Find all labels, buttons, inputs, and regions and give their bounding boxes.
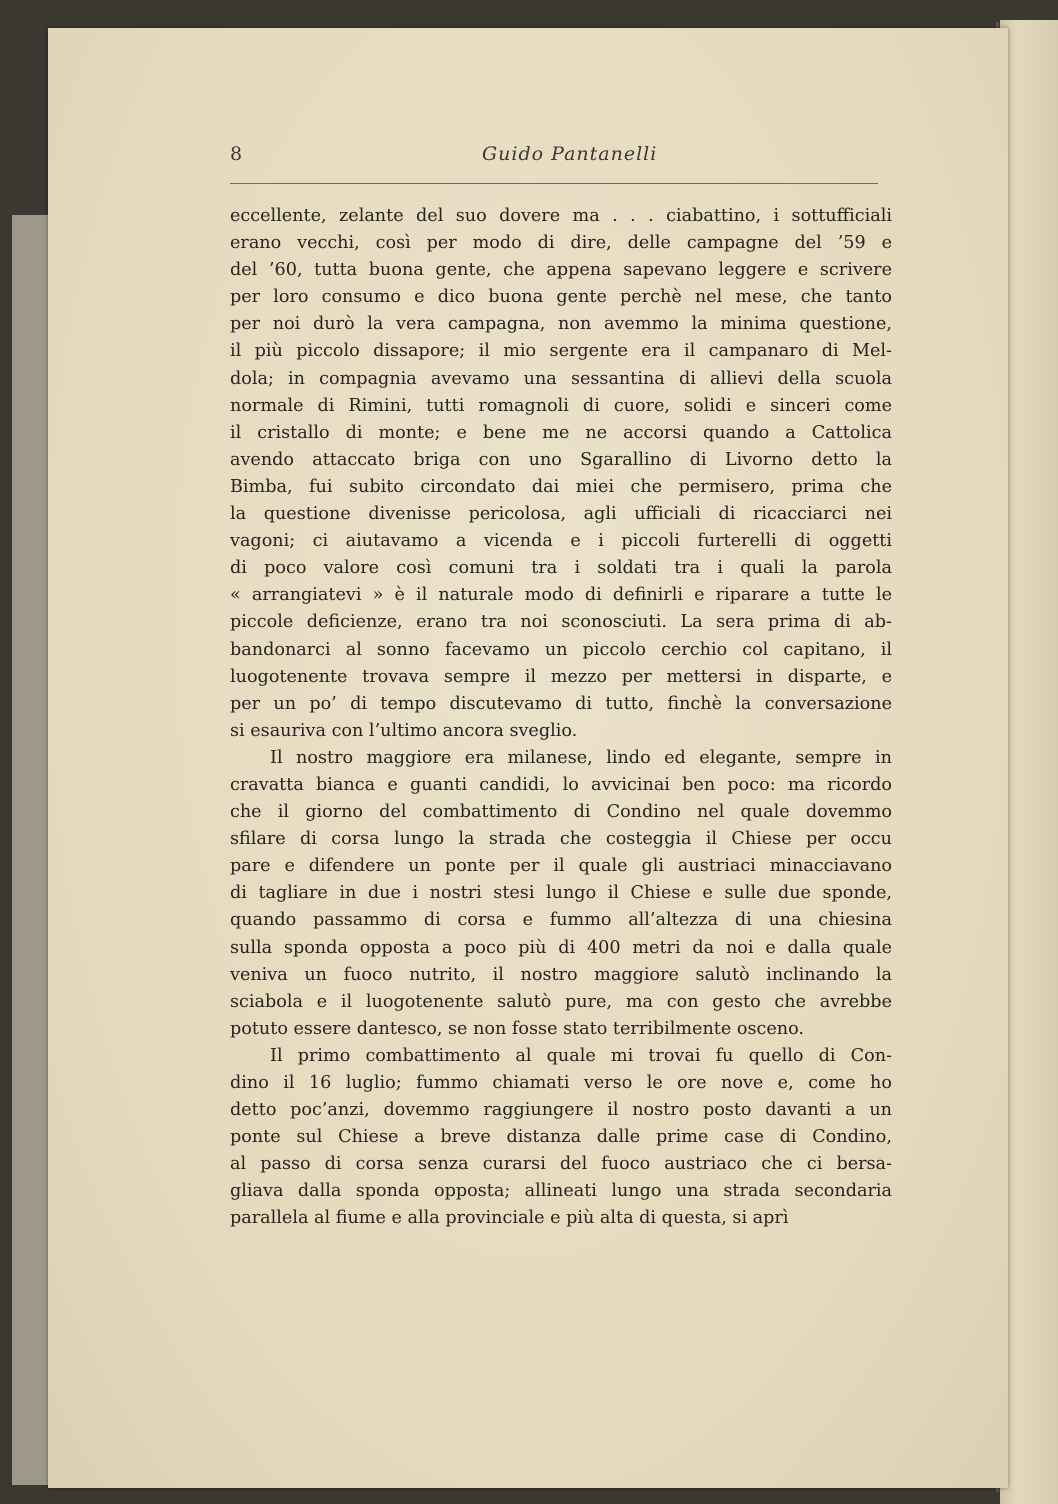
- body-text: [230, 203, 892, 1233]
- paragraph: [230, 745, 892, 1043]
- text-line: gliava dalla sponda opposta; allineati lungo una strada secondaria: [230, 1181, 892, 1202]
- text-line: di poco valore così comuni tra i soldati tra i quali la parola: [230, 558, 892, 579]
- text-line: erano vecchi, così per modo di dire, delle campagne del ’59 e: [230, 233, 892, 254]
- text-line: luogotenente trovava sempre il mezzo per mettersi in disparte, e: [230, 666, 892, 687]
- text-line: piccole deficienze, erano tra noi sconosciuti. La sera prima di ab-: [230, 612, 892, 633]
- text-line: potuto essere dantesco, se non fosse stato terribilmente osceno.: [230, 1018, 804, 1039]
- text-line: al passo di corsa senza curarsi del fuoco austriaco che ci bersa-: [230, 1154, 892, 1175]
- text-line: il cristallo di monte; e bene me ne accorsi quando a Cattolica: [230, 422, 892, 443]
- text-line: Il nostro maggiore era milanese, lindo ed elegante, sempre in: [270, 747, 892, 768]
- text-line: parallela al fiume e alla provinciale e più alta di questa, si aprì: [230, 1208, 789, 1229]
- text-line: normale di Rimini, tutti romagnoli di cuore, solidi e sinceri come: [230, 395, 892, 416]
- text-line: per un po’ di tempo discutevamo di tutto, finchè la conversazione: [230, 693, 892, 714]
- text-line: del ’60, tutta buona gente, che appena sapevano leggere e scrivere: [230, 260, 892, 281]
- header-rule: [230, 183, 878, 184]
- text-line: sulla sponda opposta a poco più di 400 metri da noi e dalla quale: [230, 937, 892, 958]
- text-line: di tagliare in due i nostri stesi lungo il Chiese e sulle due sponde,: [230, 883, 892, 904]
- paragraph: [230, 203, 892, 745]
- text-line: cravatta bianca e guanti candidi, lo avvicinai ben poco: ma ricordo: [230, 774, 892, 795]
- book-spine: [1000, 20, 1058, 1504]
- text-line: per noi durò la vera campagna, non avemmo la minima questione,: [230, 314, 892, 335]
- text-line: vagoni; ci aiutavamo a vicenda e i piccoli furterelli di oggetti: [230, 531, 892, 552]
- text-line: pare e difendere un ponte per il quale gli austriaci minacciavano: [230, 856, 892, 877]
- text-line: « arrangiatevi » è il naturale modo di definirli e riparare a tutte le: [230, 585, 892, 606]
- text-line: avendo attaccato briga con uno Sgarallino di Livorno detto la: [230, 449, 892, 470]
- text-line: la questione divenisse pericolosa, agli ufficiali di ricacciarci nei: [230, 504, 892, 525]
- text-line: sfilare di corsa lungo la strada che costeggia il Chiese per occu: [230, 829, 892, 850]
- text-line: Il primo combattimento al quale mi trovai fu quello di Con-: [270, 1045, 892, 1066]
- text-line: dino il 16 luglio; fummo chiamati verso le ore nove e, come ho: [230, 1073, 892, 1093]
- paragraph: [230, 1043, 892, 1233]
- text-line: eccellente, zelante del suo dovere ma . . . ciabattino, i sottufficiali: [230, 206, 892, 226]
- text-line: veniva un fuoco nutrito, il nostro maggiore salutò inclinando la: [230, 964, 892, 985]
- text-line: dola; in compagnia avevamo una sessantina di allievi della scuola: [230, 368, 892, 389]
- text-line: che il giorno del combattimento di Condino nel quale dovemmo: [230, 802, 892, 823]
- text-line: ponte sul Chiese a breve distanza dalle prime case di Condino,: [230, 1127, 892, 1148]
- text-line: Bimba, fui subito circondato dai miei che permisero, prima che: [230, 476, 892, 497]
- text-line: sciabola e il luogotenente salutò pure, ma con gesto che avrebbe: [230, 991, 892, 1012]
- page-number: 8: [230, 143, 243, 165]
- text-line: quando passammo di corsa e fummo all’altezza di una chiesina: [230, 910, 892, 931]
- running-head: [230, 143, 880, 171]
- text-line: si esauriva con l’ultimo ancora sveglio.: [230, 720, 578, 741]
- text-line: detto poc’anzi, dovemmo raggiungere il nostro posto davanti a un: [230, 1100, 892, 1121]
- text-line: per loro consumo e dico buona gente perchè nel mese, che tanto: [230, 287, 892, 308]
- text-line: bandonarci al sonno facevamo un piccolo cerchio col capitano, il: [230, 639, 892, 660]
- header-title: Guido Pantanelli: [482, 143, 658, 165]
- text-line: il più piccolo dissapore; il mio sergente era il campanaro di Mel-: [230, 341, 892, 362]
